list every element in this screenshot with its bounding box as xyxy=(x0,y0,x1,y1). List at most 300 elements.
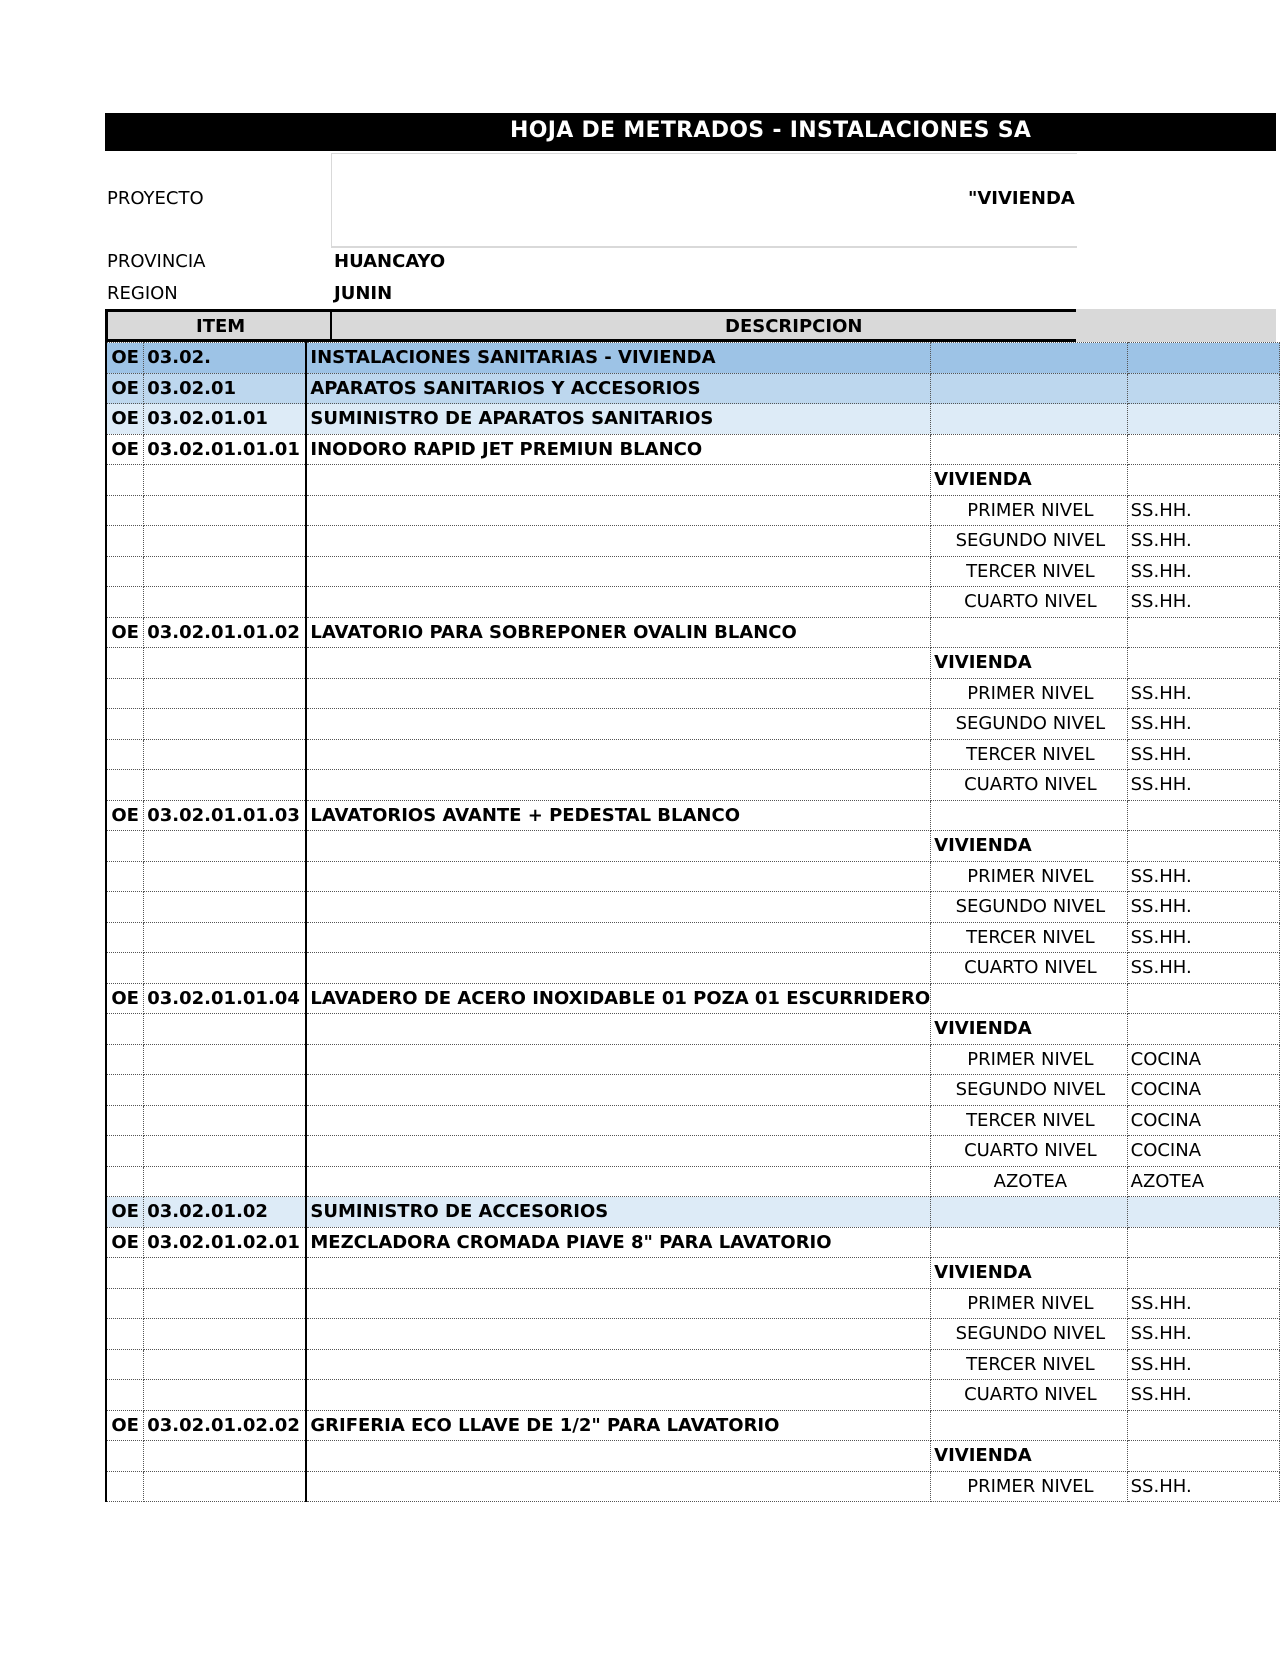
row-description-text: INODORO RAPID JET PREMIUN BLANCO xyxy=(310,438,703,460)
row-item xyxy=(144,709,307,740)
row-blank xyxy=(931,800,1127,831)
row-blank xyxy=(1127,1227,1279,1258)
column-header-item xyxy=(105,309,332,342)
row-group-text: VIVIENDA xyxy=(934,469,1032,491)
table-row xyxy=(106,1014,1280,1045)
row-place xyxy=(1127,526,1279,557)
row-blank xyxy=(306,892,930,923)
row-blank xyxy=(1127,434,1279,465)
row-description xyxy=(306,617,930,648)
provincia-label: PROVINCIA xyxy=(107,251,206,272)
row-level xyxy=(931,739,1127,770)
row-item xyxy=(144,770,307,801)
row-blank xyxy=(931,1410,1127,1441)
row-place-text: SS.HH. xyxy=(1130,682,1192,704)
row-level-text: TERCER NIVEL xyxy=(966,743,1095,765)
row-item xyxy=(144,922,307,953)
column-header-descripcion xyxy=(332,309,1076,342)
row-level-text: CUARTO NIVEL xyxy=(964,774,1097,796)
table-row xyxy=(106,617,1280,648)
row-level xyxy=(931,526,1127,557)
row-place xyxy=(1127,709,1279,740)
row-description xyxy=(306,343,930,374)
row-item xyxy=(144,861,307,892)
row-code-text: OE xyxy=(111,408,139,430)
row-description-text: APARATOS SANITARIOS Y ACCESORIOS xyxy=(310,377,701,399)
row-place-text: SS.HH. xyxy=(1130,865,1192,887)
row-place xyxy=(1127,861,1279,892)
row-level xyxy=(931,892,1127,923)
row-item-text: 03.02.01.01.03 xyxy=(147,804,300,826)
row-blank xyxy=(1127,1410,1279,1441)
row-place-text: AZOTEA xyxy=(1130,1170,1205,1192)
row-level-text: TERCER NIVEL xyxy=(966,560,1095,582)
row-level-text: CUARTO NIVEL xyxy=(964,591,1097,613)
row-place-text: SS.HH. xyxy=(1130,591,1192,613)
row-place xyxy=(1127,770,1279,801)
row-level-text: CUARTO NIVEL xyxy=(964,957,1097,979)
row-place xyxy=(1127,1044,1279,1075)
row-blank xyxy=(1127,648,1279,679)
table-row xyxy=(106,892,1280,923)
row-blank xyxy=(1127,1197,1279,1228)
row-place-text: SS.HH. xyxy=(1130,926,1192,948)
row-blank xyxy=(931,617,1127,648)
row-level-text: SEGUNDO NIVEL xyxy=(955,1079,1106,1101)
row-place-text: SS.HH. xyxy=(1130,896,1192,918)
table-row xyxy=(106,1227,1280,1258)
row-level-text: TERCER NIVEL xyxy=(966,926,1095,948)
row-code xyxy=(106,343,144,374)
row-blank xyxy=(306,678,930,709)
row-level-text: AZOTEA xyxy=(993,1170,1068,1192)
row-blank xyxy=(931,1197,1127,1228)
row-blank xyxy=(306,709,930,740)
row-level-text: SEGUNDO NIVEL xyxy=(955,896,1106,918)
row-level xyxy=(931,587,1127,618)
row-item xyxy=(144,831,307,862)
row-code xyxy=(106,861,144,892)
row-item xyxy=(144,587,307,618)
row-blank xyxy=(1127,983,1279,1014)
row-item xyxy=(144,1197,307,1228)
row-group xyxy=(931,465,1127,496)
table-row xyxy=(106,739,1280,770)
row-group xyxy=(931,1014,1127,1045)
row-group xyxy=(931,648,1127,679)
row-item xyxy=(144,434,307,465)
row-group xyxy=(931,831,1127,862)
row-blank xyxy=(931,983,1127,1014)
row-item-text: 03.02.01.02 xyxy=(147,1201,268,1223)
row-description-text: LAVADERO DE ACERO INOXIDABLE 01 POZA 01 ESCURRIDERO xyxy=(310,987,931,1009)
column-header-item-label: ITEM xyxy=(196,316,246,337)
row-blank xyxy=(306,739,930,770)
row-place xyxy=(1127,1288,1279,1319)
row-level xyxy=(931,678,1127,709)
row-code-text: OE xyxy=(111,1414,139,1436)
row-blank xyxy=(306,1014,930,1045)
row-description xyxy=(306,434,930,465)
row-item xyxy=(144,1014,307,1045)
row-code-text: OE xyxy=(111,377,139,399)
table-row xyxy=(106,1349,1280,1380)
row-code xyxy=(106,1044,144,1075)
row-code xyxy=(106,1166,144,1197)
row-item xyxy=(144,800,307,831)
table-row xyxy=(106,861,1280,892)
row-code xyxy=(106,678,144,709)
row-code-text: OE xyxy=(111,987,139,1009)
row-level-text: SEGUNDO NIVEL xyxy=(955,1323,1106,1345)
row-level xyxy=(931,1105,1127,1136)
row-item xyxy=(144,983,307,1014)
table-row xyxy=(106,831,1280,862)
row-blank xyxy=(306,953,930,984)
row-blank xyxy=(1127,800,1279,831)
row-level-text: CUARTO NIVEL xyxy=(964,1384,1097,1406)
row-level xyxy=(931,861,1127,892)
row-code xyxy=(106,1227,144,1258)
row-code xyxy=(106,1105,144,1136)
row-group-text: VIVIENDA xyxy=(934,1262,1032,1284)
row-code xyxy=(106,1075,144,1106)
row-code-text: OE xyxy=(111,621,139,643)
row-place xyxy=(1127,1166,1279,1197)
row-place xyxy=(1127,1380,1279,1411)
row-item xyxy=(144,373,307,404)
row-code-text: OE xyxy=(111,1231,139,1253)
row-place xyxy=(1127,1319,1279,1350)
row-description-text: SUMINISTRO DE APARATOS SANITARIOS xyxy=(310,408,714,430)
table-row xyxy=(106,1380,1280,1411)
row-description-text: SUMINISTRO DE ACCESORIOS xyxy=(310,1201,609,1223)
row-item-text: 03.02. xyxy=(147,347,212,369)
row-blank xyxy=(1127,831,1279,862)
row-blank xyxy=(306,770,930,801)
row-code xyxy=(106,709,144,740)
row-item xyxy=(144,1288,307,1319)
row-item xyxy=(144,465,307,496)
sheet-title: HOJA DE METRADOS - INSTALACIONES SA xyxy=(510,118,1032,143)
row-place xyxy=(1127,1105,1279,1136)
row-place xyxy=(1127,1136,1279,1167)
proyecto-box xyxy=(331,153,1077,248)
metrados-rows xyxy=(106,343,1280,1502)
row-blank xyxy=(1127,617,1279,648)
row-blank xyxy=(931,343,1127,374)
table-row xyxy=(106,709,1280,740)
region-label: REGION xyxy=(107,283,178,304)
table-row xyxy=(106,343,1280,374)
row-code xyxy=(106,404,144,435)
row-description xyxy=(306,1410,930,1441)
table-row xyxy=(106,465,1280,496)
row-code xyxy=(106,770,144,801)
row-place-text: SS.HH. xyxy=(1130,1292,1192,1314)
table-row xyxy=(106,495,1280,526)
row-blank xyxy=(1127,373,1279,404)
row-blank xyxy=(931,434,1127,465)
row-level xyxy=(931,1075,1127,1106)
row-code xyxy=(106,465,144,496)
row-item-text: 03.02.01.01.04 xyxy=(147,987,300,1009)
table-row xyxy=(106,1288,1280,1319)
row-level-text: PRIMER NIVEL xyxy=(967,1048,1094,1070)
row-code xyxy=(106,648,144,679)
row-code xyxy=(106,1319,144,1350)
row-place xyxy=(1127,587,1279,618)
row-code xyxy=(106,1471,144,1502)
row-group-text: VIVIENDA xyxy=(934,652,1032,674)
row-level-text: SEGUNDO NIVEL xyxy=(955,530,1106,552)
row-place xyxy=(1127,892,1279,923)
row-code xyxy=(106,1197,144,1228)
row-item xyxy=(144,739,307,770)
row-item xyxy=(144,1349,307,1380)
table-row xyxy=(106,1319,1280,1350)
row-level-text: TERCER NIVEL xyxy=(966,1109,1095,1131)
row-item xyxy=(144,556,307,587)
row-description xyxy=(306,404,930,435)
row-code xyxy=(106,739,144,770)
row-blank xyxy=(306,556,930,587)
row-blank xyxy=(931,404,1127,435)
row-item xyxy=(144,1166,307,1197)
row-blank xyxy=(306,648,930,679)
row-group-text: VIVIENDA xyxy=(934,1445,1032,1467)
row-place-text: SS.HH. xyxy=(1130,1384,1192,1406)
row-level xyxy=(931,556,1127,587)
row-item-text: 03.02.01 xyxy=(147,377,237,399)
row-item-text: 03.02.01.01.02 xyxy=(147,621,300,643)
row-place-text: COCINA xyxy=(1130,1079,1202,1101)
row-place xyxy=(1127,1349,1279,1380)
row-code xyxy=(106,617,144,648)
row-place-text: SS.HH. xyxy=(1130,957,1192,979)
row-place-text: COCINA xyxy=(1130,1109,1202,1131)
table-row xyxy=(106,678,1280,709)
row-blank xyxy=(1127,465,1279,496)
row-blank xyxy=(1127,1258,1279,1289)
row-level xyxy=(931,1166,1127,1197)
row-item xyxy=(144,648,307,679)
row-code xyxy=(106,526,144,557)
table-row xyxy=(106,922,1280,953)
row-item xyxy=(144,1410,307,1441)
metrados-table xyxy=(105,342,1280,1502)
row-level xyxy=(931,709,1127,740)
row-blank xyxy=(306,495,930,526)
row-level xyxy=(931,1349,1127,1380)
provincia-value: HUANCAYO xyxy=(334,251,446,272)
row-item xyxy=(144,495,307,526)
row-level xyxy=(931,495,1127,526)
row-item xyxy=(144,1227,307,1258)
row-blank xyxy=(306,1288,930,1319)
row-blank xyxy=(306,1166,930,1197)
row-place-text: SS.HH. xyxy=(1130,499,1192,521)
row-place-text: COCINA xyxy=(1130,1140,1202,1162)
row-code-text: OE xyxy=(111,804,139,826)
row-level-text: PRIMER NIVEL xyxy=(967,865,1094,887)
row-description xyxy=(306,1197,930,1228)
row-blank xyxy=(1127,404,1279,435)
row-group-text: VIVIENDA xyxy=(934,1018,1032,1040)
row-place-text: SS.HH. xyxy=(1130,1475,1192,1497)
row-item xyxy=(144,1441,307,1472)
row-place-text: SS.HH. xyxy=(1130,774,1192,796)
column-header-descripcion-label: DESCRIPCION xyxy=(725,316,863,337)
row-place xyxy=(1127,678,1279,709)
row-group-text: VIVIENDA xyxy=(934,835,1032,857)
table-row xyxy=(106,526,1280,557)
row-blank xyxy=(306,922,930,953)
row-level xyxy=(931,1288,1127,1319)
row-code xyxy=(106,1258,144,1289)
row-blank xyxy=(1127,343,1279,374)
row-blank xyxy=(306,1136,930,1167)
table-row xyxy=(106,1197,1280,1228)
row-code xyxy=(106,953,144,984)
row-blank xyxy=(306,1380,930,1411)
row-place-text: SS.HH. xyxy=(1130,1323,1192,1345)
table-row xyxy=(106,373,1280,404)
row-place xyxy=(1127,953,1279,984)
row-item-text: 03.02.01.01.01 xyxy=(147,438,300,460)
row-place-text: SS.HH. xyxy=(1130,1353,1192,1375)
row-code xyxy=(106,922,144,953)
row-level xyxy=(931,1319,1127,1350)
row-code xyxy=(106,1136,144,1167)
row-description xyxy=(306,373,930,404)
table-row xyxy=(106,648,1280,679)
row-place-text: SS.HH. xyxy=(1130,530,1192,552)
row-level-text: CUARTO NIVEL xyxy=(964,1140,1097,1162)
row-level xyxy=(931,1380,1127,1411)
row-blank xyxy=(306,1075,930,1106)
table-row xyxy=(106,953,1280,984)
row-level-text: PRIMER NIVEL xyxy=(967,499,1094,521)
row-description-text: GRIFERIA ECO LLAVE DE 1/2" PARA LAVATORIO xyxy=(310,1414,780,1436)
row-level xyxy=(931,953,1127,984)
row-description-text: MEZCLADORA CROMADA PIAVE 8" PARA LAVATORIO xyxy=(310,1231,832,1253)
row-blank xyxy=(306,1319,930,1350)
row-place xyxy=(1127,922,1279,953)
row-code-text: OE xyxy=(111,1201,139,1223)
row-code xyxy=(106,1349,144,1380)
row-code xyxy=(106,1014,144,1045)
row-code xyxy=(106,800,144,831)
row-item xyxy=(144,953,307,984)
row-level xyxy=(931,770,1127,801)
row-description xyxy=(306,983,930,1014)
row-level xyxy=(931,1471,1127,1502)
row-description xyxy=(306,800,930,831)
table-row xyxy=(106,434,1280,465)
row-level xyxy=(931,922,1127,953)
row-group xyxy=(931,1441,1127,1472)
table-row xyxy=(106,1471,1280,1502)
row-blank xyxy=(306,1349,930,1380)
region-value: JUNIN xyxy=(334,283,393,304)
row-item xyxy=(144,678,307,709)
row-blank xyxy=(306,861,930,892)
row-description-text: LAVATORIO PARA SOBREPONER OVALIN BLANCO xyxy=(310,621,797,643)
table-row xyxy=(106,800,1280,831)
row-item-text: 03.02.01.02.02 xyxy=(147,1414,300,1436)
row-item xyxy=(144,1136,307,1167)
row-item xyxy=(144,1044,307,1075)
row-level-text: PRIMER NIVEL xyxy=(967,1475,1094,1497)
row-item xyxy=(144,1319,307,1350)
row-code-text: OE xyxy=(111,347,139,369)
row-blank xyxy=(306,831,930,862)
row-place xyxy=(1127,495,1279,526)
row-code xyxy=(106,434,144,465)
table-row xyxy=(106,1136,1280,1167)
row-level xyxy=(931,1136,1127,1167)
row-blank xyxy=(306,1441,930,1472)
table-row xyxy=(106,587,1280,618)
row-place-text: SS.HH. xyxy=(1130,560,1192,582)
row-code xyxy=(106,892,144,923)
row-code xyxy=(106,1410,144,1441)
column-header-extension xyxy=(1076,309,1276,342)
table-row xyxy=(106,1105,1280,1136)
row-code xyxy=(106,983,144,1014)
row-item xyxy=(144,343,307,374)
row-code xyxy=(106,1380,144,1411)
row-description-text: LAVATORIOS AVANTE + PEDESTAL BLANCO xyxy=(310,804,741,826)
row-item xyxy=(144,404,307,435)
table-row xyxy=(106,1075,1280,1106)
row-blank xyxy=(306,1258,930,1289)
row-blank xyxy=(306,465,930,496)
table-row xyxy=(106,556,1280,587)
table-row xyxy=(106,770,1280,801)
row-blank xyxy=(306,1105,930,1136)
row-item xyxy=(144,1105,307,1136)
row-place-text: SS.HH. xyxy=(1130,743,1192,765)
row-code xyxy=(106,556,144,587)
row-item xyxy=(144,1075,307,1106)
row-code xyxy=(106,373,144,404)
row-blank xyxy=(1127,1441,1279,1472)
row-blank xyxy=(306,1044,930,1075)
row-blank xyxy=(931,1227,1127,1258)
row-level-text: SEGUNDO NIVEL xyxy=(955,713,1106,735)
row-blank xyxy=(306,526,930,557)
row-item xyxy=(144,1258,307,1289)
row-code xyxy=(106,831,144,862)
table-row xyxy=(106,1441,1280,1472)
row-place-text: COCINA xyxy=(1130,1048,1202,1070)
table-row xyxy=(106,983,1280,1014)
row-item xyxy=(144,617,307,648)
row-code xyxy=(106,495,144,526)
row-item xyxy=(144,892,307,923)
sheet-title-bar xyxy=(105,113,1276,151)
row-description-text: INSTALACIONES SANITARIAS - VIVIENDA xyxy=(310,347,716,369)
row-place-text: SS.HH. xyxy=(1130,713,1192,735)
proyecto-label: PROYECTO xyxy=(107,188,204,209)
row-blank xyxy=(1127,1014,1279,1045)
table-row xyxy=(106,1258,1280,1289)
row-place xyxy=(1127,1471,1279,1502)
row-code xyxy=(106,1441,144,1472)
row-item-text: 03.02.01.01 xyxy=(147,408,268,430)
